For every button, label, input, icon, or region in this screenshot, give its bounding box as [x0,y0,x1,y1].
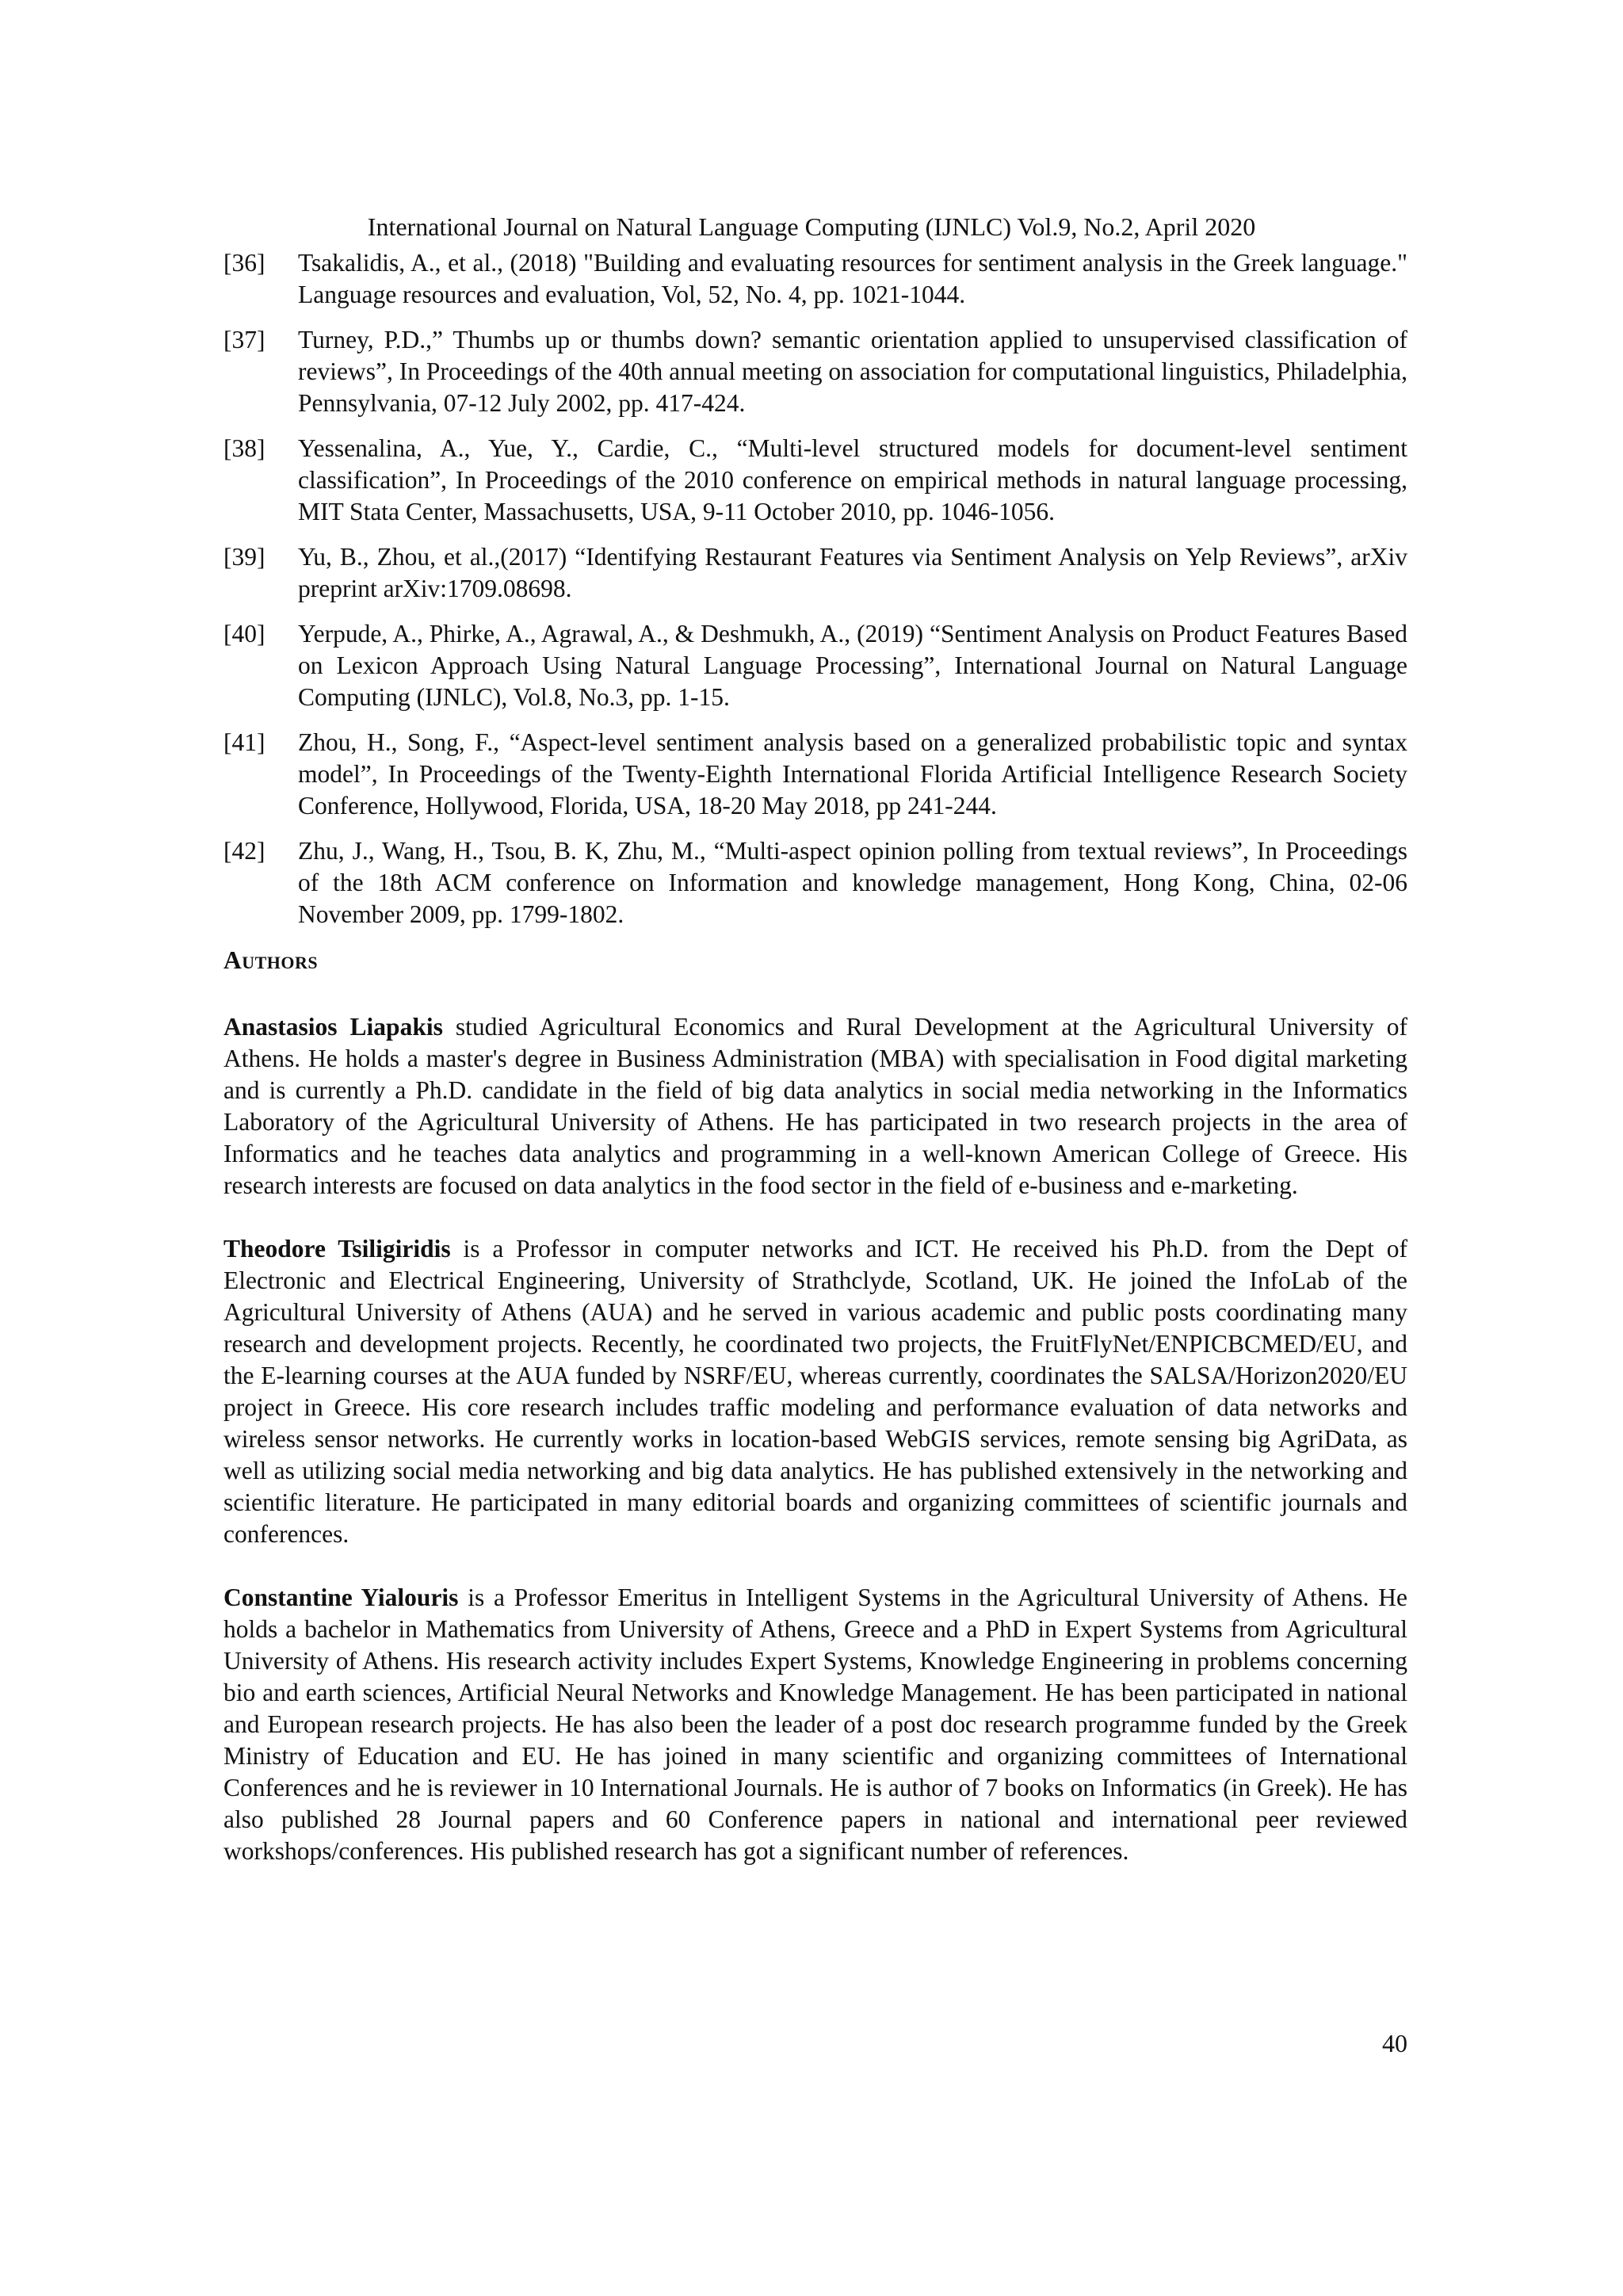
author-bio [223,1233,1407,1550]
reference-number: [36] [223,249,265,277]
reference-text: Turney, P.D.,” Thumbs up or thumbs down? semantic orientation applied to unsupervised classification of reviews”, In Proceedings of the 40th annual meeting on association for computational linguistics, Philadelphia, Pennsylvania, 07-12 July 2002, pp. 417-424. [298,326,1407,417]
reference-item [223,324,1407,419]
reference-text: Zhou, H., Song, F., “Aspect-level sentiment analysis based on a generalized probabilistic topic and syntax model”, In Proceedings of the Twenty-Eighth International Florida Artificial Intelligence Research Society Conference, Hollywood, Florida, USA, 18-20 May 2018, pp 241-244. [298,728,1407,819]
authors-heading [223,945,1407,976]
author-name: Anastasios Liapakis [223,1013,443,1041]
reference-number: [39] [223,543,265,571]
reference-number: [37] [223,326,265,353]
author-bio-text: is a Professor in computer networks and ICT. He received his Ph.D. from the Dept of Electronic and Electrical Engineering, University of Strathclyde, Scotland, UK. He joined the InfoLab of the Agricultural University of Athens (AUA) and he served in various academic and public posts coordinating many research and development projects. Recently, he coordinated two projects, the FruitFlyNet/ENPICBCMED/EU, and the E-learning courses at the AUA funded by NSRF/EU, whereas currently, coordinates the SALSA/Horizon2020/EU project in Greece. His core research includes traffic modeling and performance evaluation of data networks and wireless sensor networks. He currently works in location-based WebGIS services, remote sensing big AgriData, as well as utilizing social media networking and big data analytics. He has published extensively in the networking and scientific literature. He participated in many editorial boards and organizing committees of scientific journals and conferences. [223,1235,1407,1548]
author-name: Theodore Tsiligiridis [223,1235,451,1263]
reference-number: [38] [223,434,265,462]
reference-text: Zhu, J., Wang, H., Tsou, B. K, Zhu, M., “Multi-aspect opinion polling from textual reviews”, In Proceedings of the 18th ACM conference on Information and knowledge management, Hong Kong, China, 02-06 November 2009, pp. 1799-1802. [298,837,1407,928]
reference-list [223,247,1407,930]
reference-item [223,541,1407,605]
authors-heading-initial: A [223,946,242,974]
reference-item [223,247,1407,311]
reference-text: Tsakalidis, A., et al., (2018) "Building and evaluating resources for sentiment analysis in the Greek language." Language resources and evaluation, Vol, 52, No. 4, pp. 1021-1044. [298,249,1407,308]
reference-text: Yessenalina, A., Yue, Y., Cardie, C., “Multi-level structured models for document-level sentiment classification”, In Proceedings of the 2010 conference on empirical methods in natural language processing, MIT Stata Center, Massachusetts, USA, 9-11 October 2010, pp. 1046-1056. [298,434,1407,525]
author-bio-text: studied Agricultural Economics and Rural Development at the Agricultural University of Athens. He holds a master's degree in Business Administration (MBA) with specialisation in Food digital marketing and is currently a Ph.D. candidate in the field of big data analytics in social media networking in the Informatics Laboratory of the Agricultural University of Athens. He has participated in two research projects in the area of Informatics and he teaches data analytics and programming in a well-known American College of Greece. His research interests are focused on data analytics in the food sector in the field of e-business and e-marketing. [223,1013,1407,1199]
author-bio [223,1582,1407,1867]
reference-number: [40] [223,620,265,648]
reference-item [223,727,1407,822]
running-header: International Journal on Natural Language Computing (IJNLC) Vol.9, No.2, April 2020 [367,212,1256,241]
author-bio [223,1011,1407,1201]
reference-item [223,835,1407,930]
reference-number: [42] [223,837,265,865]
page-content [223,247,1407,1867]
reference-item [223,618,1407,713]
author-bio-text: is a Professor Emeritus in Intelligent Systems in the Agricultural University of Athens. He holds a bachelor in Mathematics from University of Athens, Greece and a PhD in Expert Systems from Agricultural University of Athens. His research activity includes Expert Systems, Knowledge Engineering in problems concerning bio and earth sciences, Artificial Neural Networks and Knowledge Management. He has been participated in national and European research projects. He has also been the leader of a post doc research programme funded by the Greek Ministry of Education and EU. He has joined in many scientific and organizing committees of International Conferences and he is reviewer in 10 International Journals. He is author of 7 books on Informatics (in Greek). He has also published 28 Journal papers and 60 Conference papers in national and international peer reviewed workshops/conferences. His published research has got a significant number of references. [223,1584,1408,1865]
authors-heading-rest: uthors [242,946,319,974]
reference-text: Yu, B., Zhou, et al.,(2017) “Identifying Restaurant Features via Sentiment Analysis on Yelp Reviews”, arXiv preprint arXiv:1709.08698. [298,543,1407,602]
author-name: Constantine Yialouris [223,1584,459,1611]
reference-item [223,433,1407,528]
reference-number: [41] [223,728,265,756]
page-number: 40 [1382,2029,1407,2057]
reference-text: Yerpude, A., Phirke, A., Agrawal, A., & Deshmukh, A., (2019) “Sentiment Analysis on Product Features Based on Lexicon Approach Using Natural Language Processing”, International Journal on Natural Language Computing (IJNLC), Vol.8, No.3, pp. 1-15. [298,620,1407,711]
